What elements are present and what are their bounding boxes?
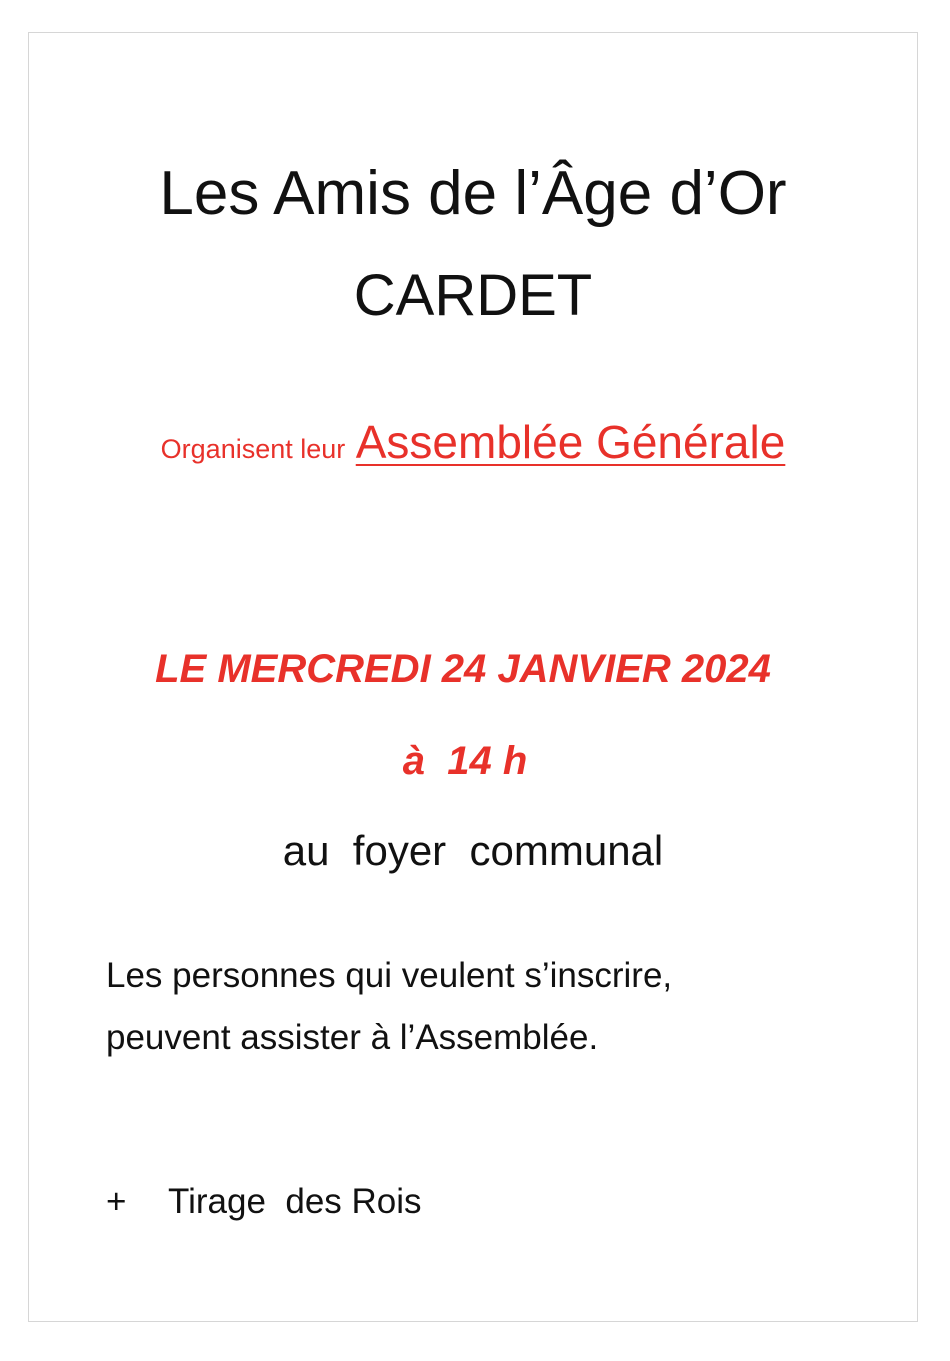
announcement-line (29, 415, 917, 469)
event-time: à 14 h (402, 739, 528, 783)
poster-page (28, 32, 918, 1322)
event-date: LE MERCREDI 24 JANVIER 2024 (155, 647, 771, 691)
extra-item-text: Tirage des Rois (168, 1182, 422, 1221)
page-subtitle: CARDET (353, 263, 593, 328)
event-place: au foyer communal (282, 827, 664, 874)
info-line-2: peuvent assister à l’Assemblée. (106, 1018, 599, 1057)
event-name: Assemblée Générale (355, 416, 786, 468)
announcement-lead: Organisent leur (160, 434, 346, 464)
page-title: Les Amis de l’Âge d’Or (159, 159, 787, 228)
plus-icon: + (106, 1182, 127, 1221)
info-line-1: Les personnes qui veulent s’inscrire, (106, 956, 673, 995)
extra-item (106, 1171, 422, 1233)
